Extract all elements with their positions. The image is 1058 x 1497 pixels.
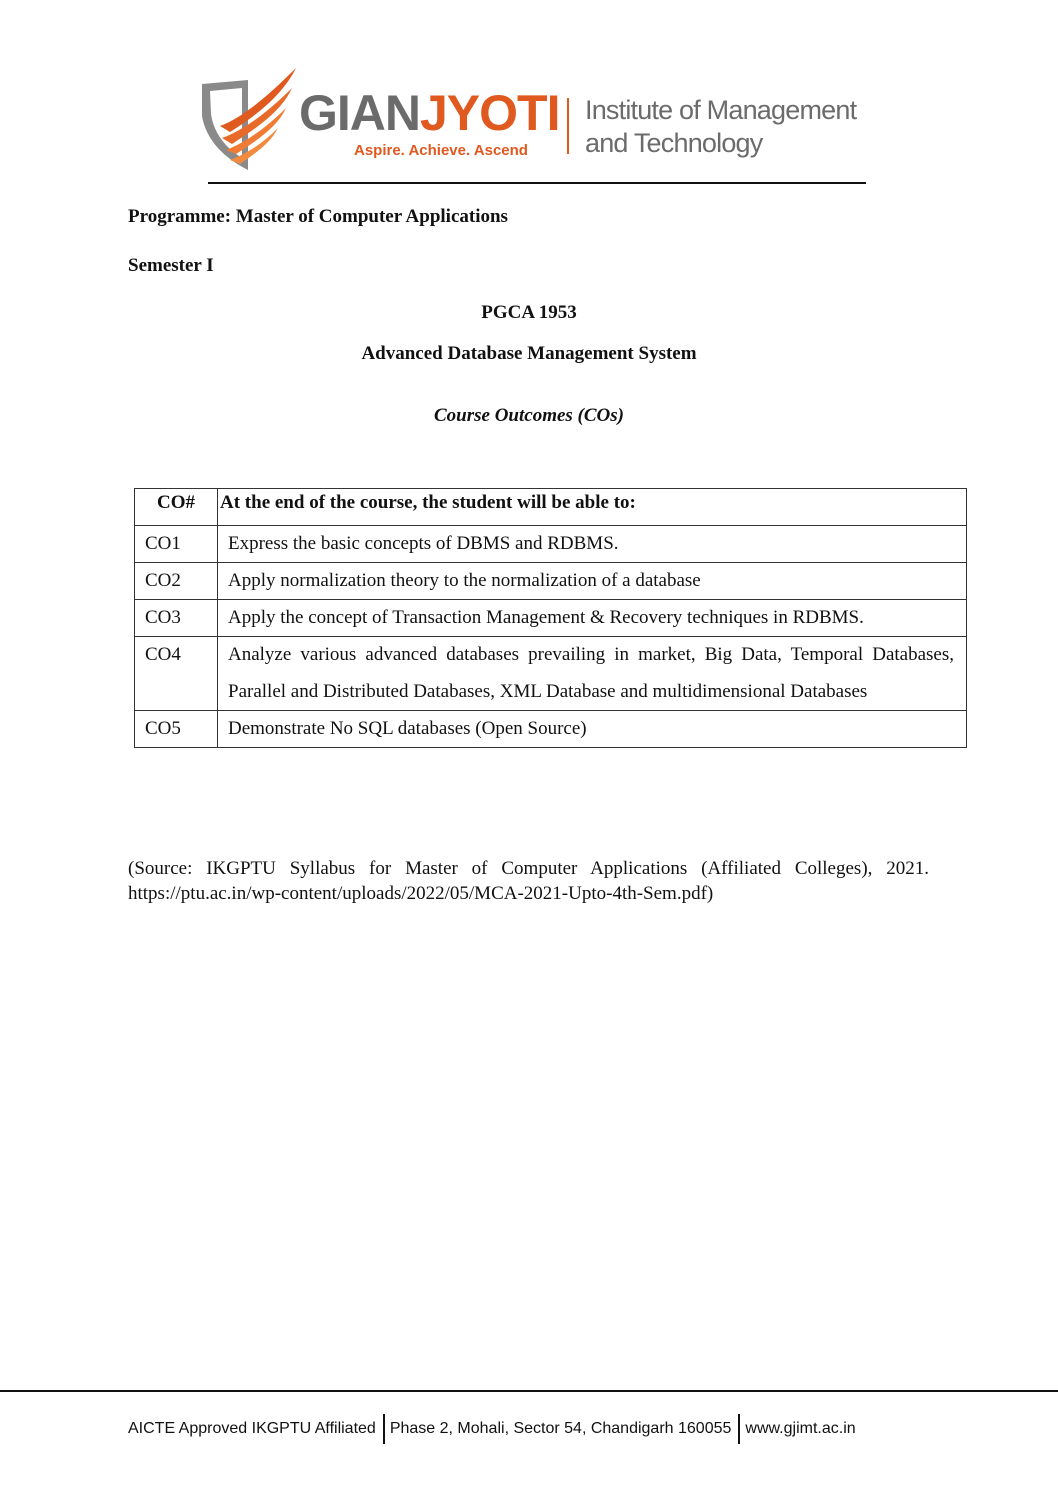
footer-website: www.gjimt.ac.in <box>745 1420 856 1437</box>
brand-tagline: Aspire. Achieve. Ascend <box>354 142 528 159</box>
course-code: PGCA 1953 <box>481 302 577 323</box>
co-text-cell: Analyze various advanced databases prevailing in market, Big Data, Temporal Databases, Parallel and Distributed Databases, XML Database and multidimensional Databases <box>218 637 967 711</box>
co-id-cell: CO1 <box>135 526 218 563</box>
brand-name <box>299 85 560 141</box>
column-header-co: CO# <box>135 489 218 526</box>
co-text-cell: Apply the concept of Transaction Management & Recovery techniques in RDBMS. <box>218 600 967 637</box>
course-outcomes-table <box>134 488 967 748</box>
footer-affiliation: AICTE Approved IKGPTU Affiliated <box>128 1420 376 1437</box>
co-id-cell: CO3 <box>135 600 218 637</box>
table-row <box>135 600 967 637</box>
brand-name-part-1: GIAN <box>299 85 420 141</box>
institute-name <box>585 94 856 160</box>
programme-label: Programme: Master of Computer Applications <box>128 206 508 227</box>
table-row <box>135 526 967 563</box>
co-text-cell: Express the basic concepts of DBMS and RDBMS. <box>218 526 967 563</box>
institute-logo <box>196 66 866 178</box>
co-id-cell: CO5 <box>135 711 218 748</box>
brand-name-part-2: JYOTI <box>420 85 560 141</box>
co-text-cell: Apply normalization theory to the normalization of a database <box>218 563 967 600</box>
co-id-cell: CO4 <box>135 637 218 711</box>
semester-label: Semester I <box>128 255 214 276</box>
page-footer <box>128 1414 856 1444</box>
shield-wings-icon <box>196 66 296 176</box>
source-citation: (Source: IKGPTU Syllabus for Master of Computer Applications (Affiliated Colleges), 2021. <box>128 858 929 879</box>
institute-name-line-2: and Technology <box>585 128 763 158</box>
table-row <box>135 711 967 748</box>
footer-divider <box>0 1390 1058 1392</box>
table-row <box>135 563 967 600</box>
course-title: Advanced Database Management System <box>361 343 697 364</box>
footer-separator <box>738 1414 740 1444</box>
header-divider <box>208 182 866 184</box>
co-text-cell: Demonstrate No SQL databases (Open Source) <box>218 711 967 748</box>
co-id-cell: CO2 <box>135 563 218 600</box>
outcomes-heading: Course Outcomes (COs) <box>433 405 624 426</box>
source-url: https://ptu.ac.in/wp-content/uploads/2022/05/MCA-2021-Upto-4th-Sem.pdf) <box>128 883 714 904</box>
footer-separator <box>383 1414 385 1444</box>
table-row <box>135 637 967 711</box>
column-header-outcome: At the end of the course, the student will be able to: <box>218 489 967 526</box>
table-header-row <box>135 489 967 526</box>
footer-address: Phase 2, Mohali, Sector 54, Chandigarh 160055 <box>389 1420 732 1437</box>
institute-name-line-1: Institute of Management <box>585 95 857 125</box>
logo-divider <box>567 98 569 154</box>
